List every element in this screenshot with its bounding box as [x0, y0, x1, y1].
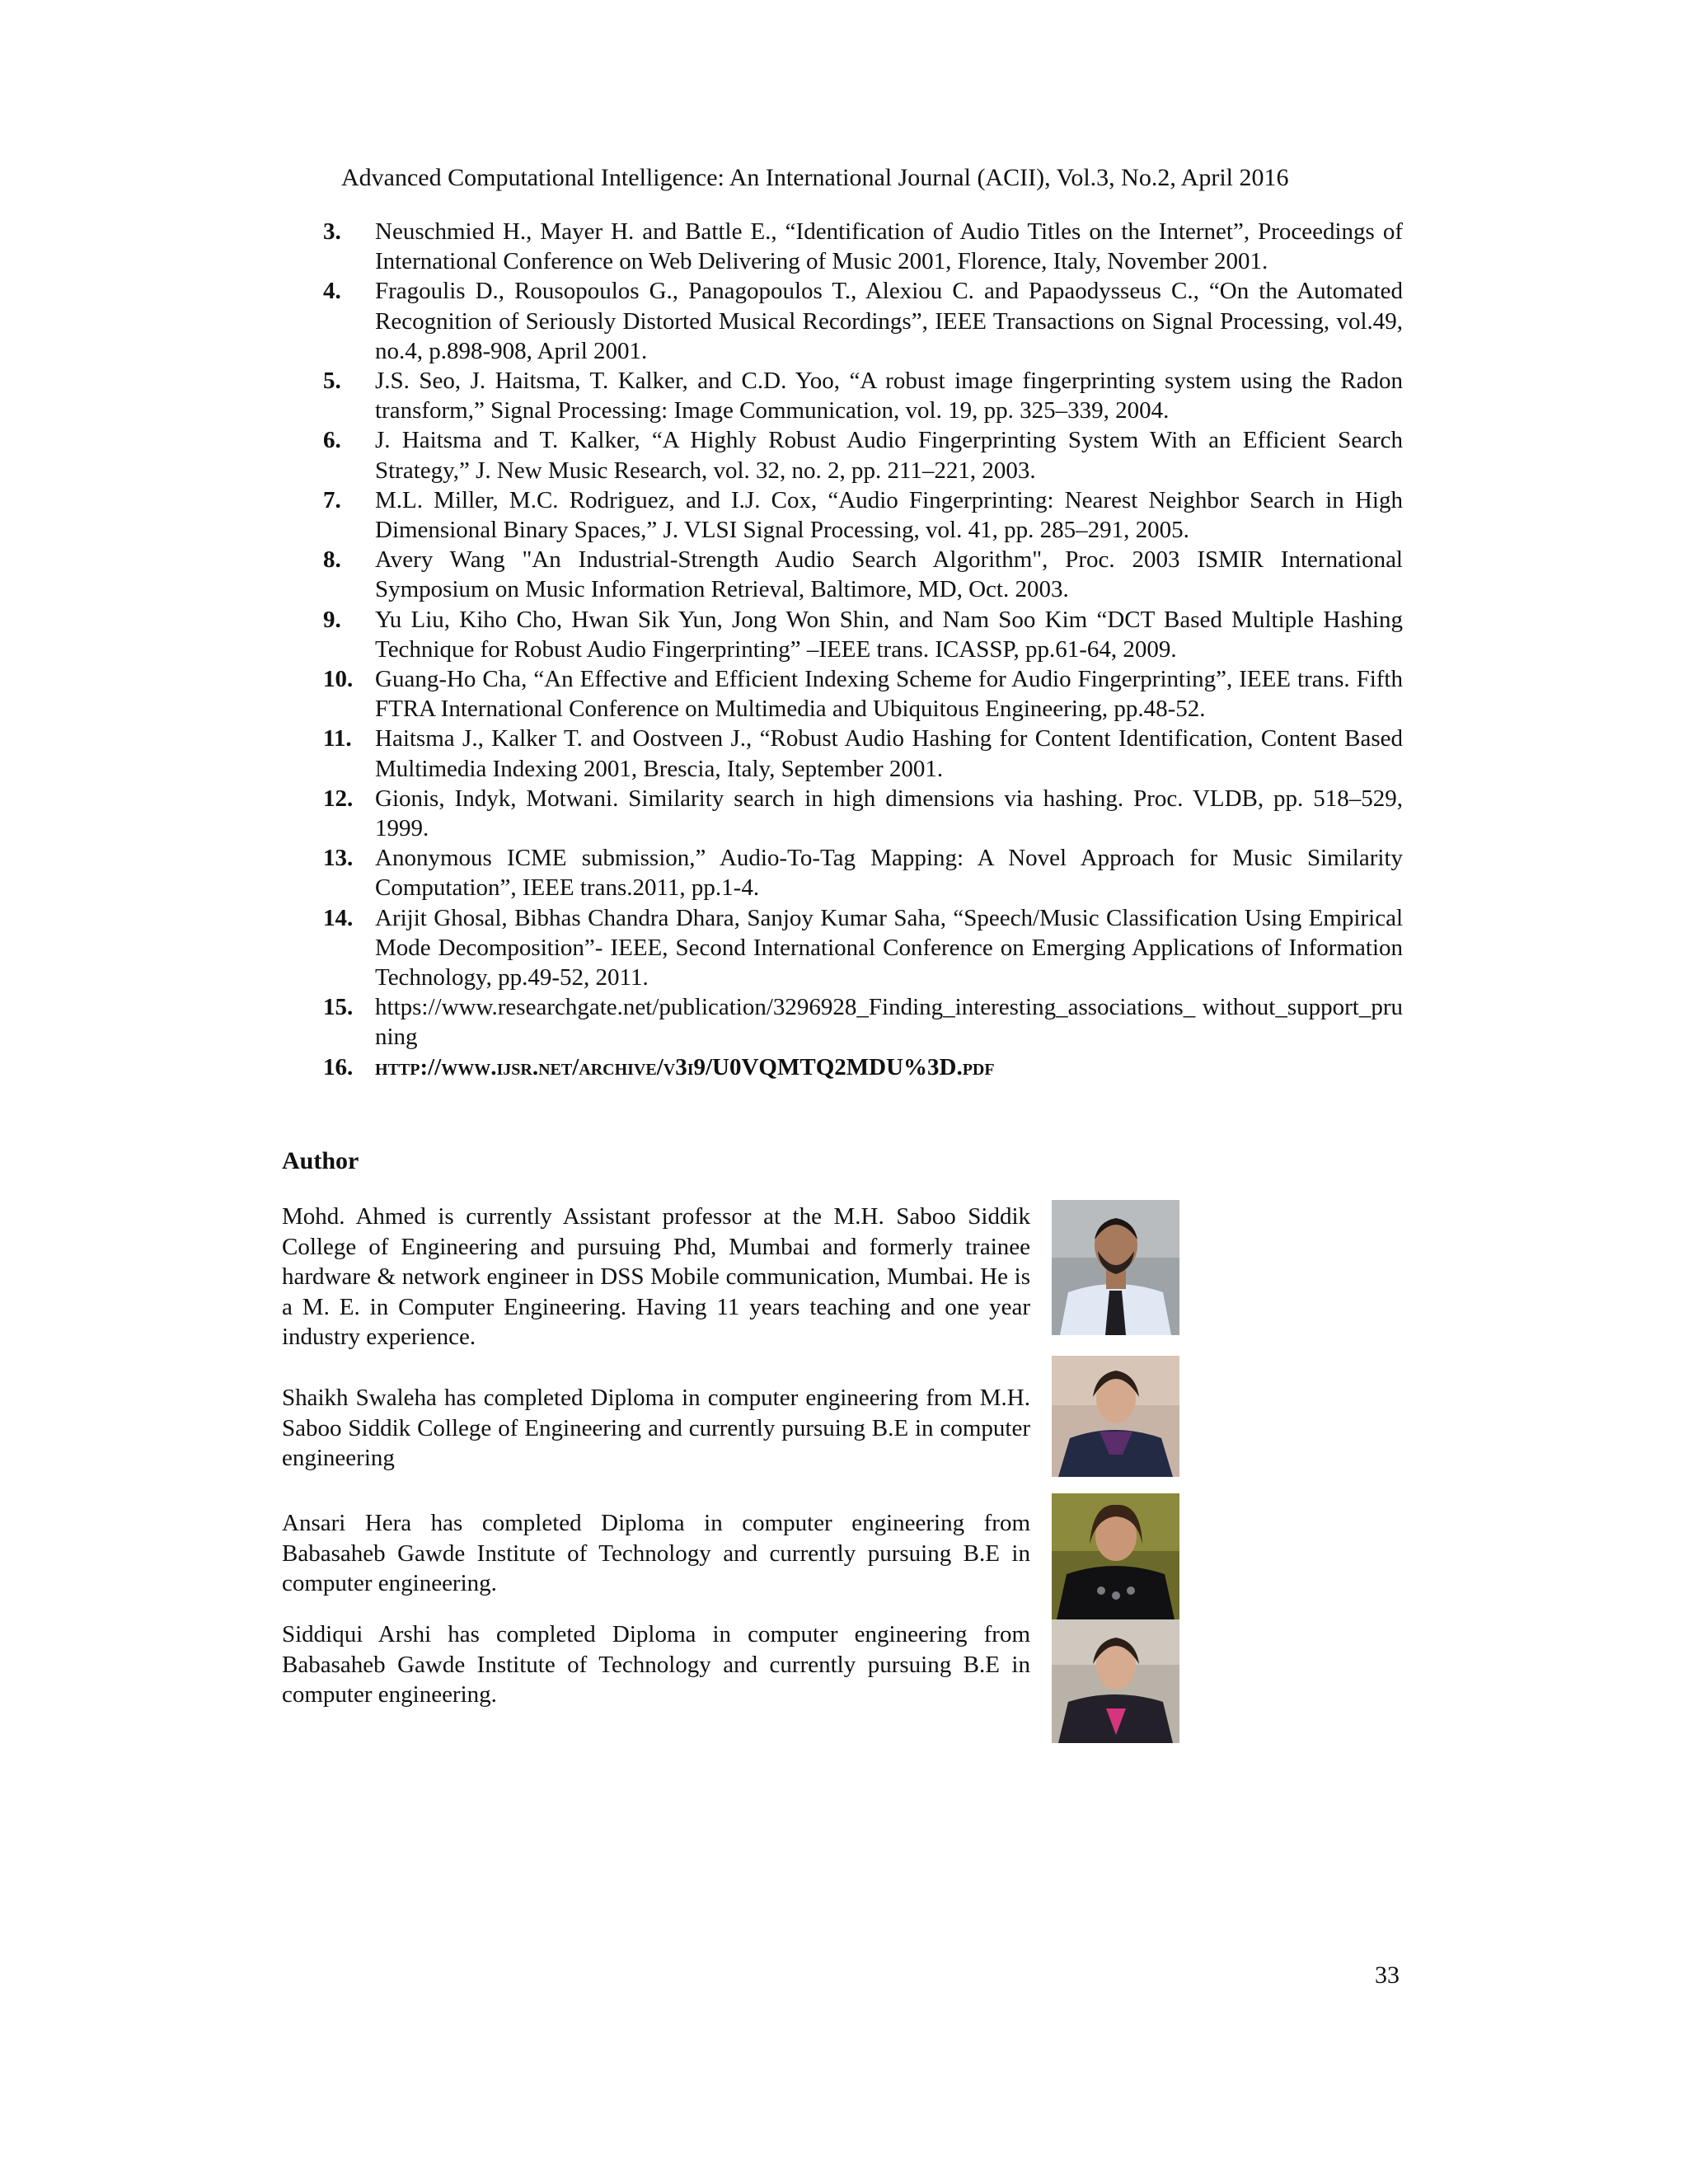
reference-item — [323, 664, 1403, 724]
author-photo — [1052, 1200, 1179, 1335]
reference-item — [323, 903, 1403, 993]
reference-text: J. Haitsma and T. Kalker, “A Highly Robust Audio Fingerprinting System With an Efficient Search Strategy,” J. New Music Research, vol. 32, no. 2, pp. 211–221, 2003. — [375, 427, 1403, 484]
reference-number: 6. — [323, 427, 341, 454]
reference-text: Guang-Ho Cha, “An Effective and Efficient Indexing Scheme for Audio Fingerprinting”, IEEE trans. Fifth FTRA International Conference on Multimedia and Ubiquitous Engineering, pp.48-52. — [375, 666, 1403, 723]
reference-text: Anonymous ICME submission,” Audio-To-Tag Mapping: A Novel Approach for Music Similarity Computation”, IEEE trans.2011, pp.1-4. — [375, 845, 1403, 902]
page-number: 33 — [1375, 1961, 1400, 1989]
reference-number: 4. — [323, 278, 341, 305]
author-section-heading: Author — [282, 1147, 359, 1174]
reference-item — [323, 366, 1403, 425]
reference-text: M.L. Miller, M.C. Rodriguez, and I.J. Cox, “Audio Fingerprinting: Nearest Neighbor Search in High Dimensional Binary Spaces,” J. VLSI Signal Processing, vol. 41, pp. 285–291, 2005. — [375, 486, 1403, 544]
reference-link[interactable]: https://www.researchgate.net/publication/3296928_Finding_interesting_associations_ without_support_pruning — [375, 994, 1403, 1051]
reference-text: J.S. Seo, J. Haitsma, T. Kalker, and C.D. Yoo, “A robust image fingerprinting system using the Radon transform,” Signal Processing: Image Communication, vol. 19, pp. 325–339, 2004. — [375, 368, 1403, 424]
reference-item — [323, 545, 1403, 604]
reference-list — [323, 217, 1403, 1082]
reference-number: 8. — [323, 546, 341, 574]
reference-number: 15. — [323, 994, 354, 1021]
reference-text: Haitsma J., Kalker T. and Oostveen J., “Robust Audio Hashing for Content Identification, Content Based Multimedia Indexing 2001, Brescia, Italy, September 2001. — [375, 725, 1403, 782]
running-header: Advanced Computational Intelligence: An International Journal (ACII), Vol.3, No.2, April 2016 — [341, 164, 1289, 191]
reference-text: Gionis, Indyk, Motwani. Similarity search in high dimensions via hashing. Proc. VLDB, pp. 518–529, 1999. — [375, 785, 1403, 842]
author-bio: Siddiqui Arshi has completed Diploma in computer engineering from Babasaheb Gawde Institute of Technology and currently pursuing B.E in computer engineering. — [282, 1621, 1030, 1708]
reference-item — [323, 784, 1403, 843]
reference-text: Yu Liu, Kiho Cho, Hwan Sik Yun, Jong Won Shin, and Nam Soo Kim “DCT Based Multiple Hashing Technique for Robust Audio Fingerprinting” –IEEE trans. ICASSP, pp.61-64, 2009. — [375, 606, 1403, 663]
reference-number: 12. — [323, 785, 354, 812]
reference-number: 13. — [323, 845, 354, 872]
reference-item — [323, 992, 1403, 1052]
reference-number: 16. — [323, 1053, 354, 1080]
reference-number: 11. — [323, 725, 352, 752]
reference-text: Fragoulis D., Rousopoulos G., Panagopoulos T., Alexiou C. and Papaodysseus C., “On the Automated Recognition of Seriously Distorted Musical Recordings”, IEEE Transactions on Signal Processing, vol.49, no.4, p.898-908, April 2001. — [375, 278, 1403, 364]
reference-text: Arijit Ghosal, Bibhas Chandra Dhara, Sanjoy Kumar Saha, “Speech/Music Classification Using Empirical Mode Decomposition”- IEEE, Second International Conference on Emerging Applications of Information Technology, pp.49-52, 2011. — [375, 904, 1403, 991]
author-photo — [1052, 1493, 1179, 1619]
author-bio: Shaikh Swaleha has completed Diploma in computer engineering from M.H. Saboo Siddik College of Engineering and currently pursuing B.E in computer engineering — [282, 1385, 1030, 1471]
author-bio: Mohd. Ahmed is currently Assistant professor at the M.H. Saboo Siddik College of Engineering and pursuing Phd, Mumbai and formerly trainee hardware & network engineer in DSS Mobile communication, Mumbai. He is a M. E. in Computer Engineering. Having 11 years teaching and one year industry experience. — [282, 1203, 1030, 1350]
reference-item — [323, 724, 1403, 783]
reference-link[interactable]: http://www.ijsr.net/archive/v3i9/U0VQMTQ2MDU%3D.pdf — [375, 1053, 995, 1080]
author-bio: Ansari Hera has completed Diploma in computer engineering from Babasaheb Gawde Institute of Technology and currently pursuing B.E in computer engineering. — [282, 1510, 1030, 1596]
reference-text: Avery Wang "An Industrial-Strength Audio Search Algorithm", Proc. 2003 ISMIR International Symposium on Music Information Retrieval, Baltimore, MD, Oct. 2003. — [375, 546, 1403, 603]
reference-item — [323, 843, 1403, 902]
author-photo — [1052, 1619, 1179, 1743]
reference-number: 5. — [323, 368, 341, 395]
reference-item — [323, 425, 1403, 485]
reference-item — [323, 1052, 1403, 1082]
reference-number: 3. — [323, 218, 341, 245]
reference-item — [323, 485, 1403, 545]
reference-number: 10. — [323, 666, 354, 693]
reference-item — [323, 217, 1403, 276]
author-photo — [1052, 1356, 1179, 1477]
reference-number: 9. — [323, 606, 341, 633]
reference-number: 14. — [323, 904, 354, 931]
reference-text: Neuschmied H., Mayer H. and Battle E., “Identification of Audio Titles on the Internet”, Proceedings of International Conference on Web Delivering of Music 2001, Florence, Italy, November 2001. — [375, 218, 1403, 275]
reference-number: 7. — [323, 486, 341, 513]
reference-item — [323, 276, 1403, 366]
reference-item — [323, 605, 1403, 664]
